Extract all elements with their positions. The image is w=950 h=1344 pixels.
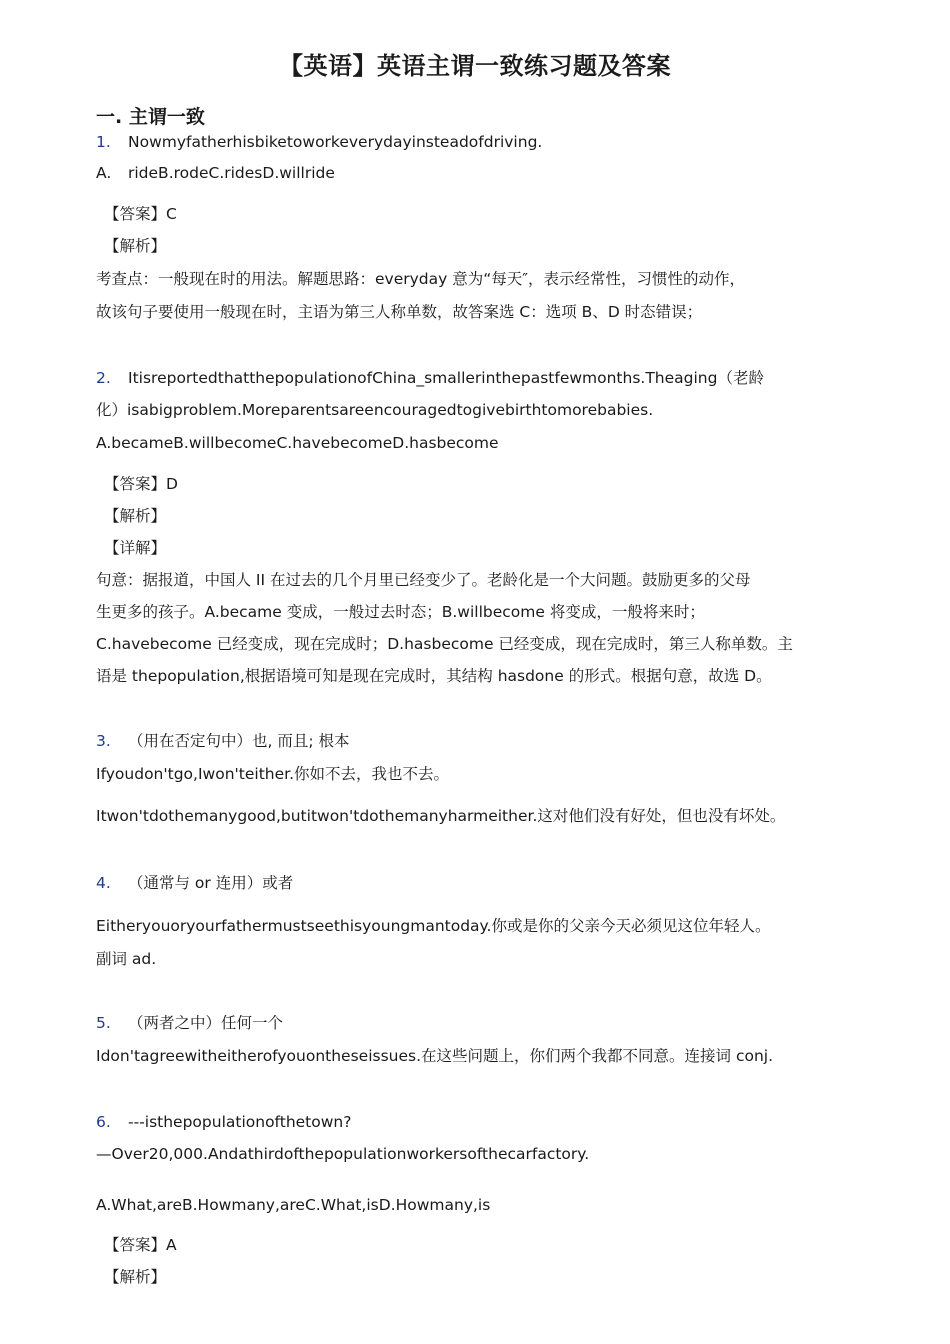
question-6-options: A.What,areB.Howmany,areC.What,isD.Howmany,is <box>96 1196 491 1214</box>
question-2-options: A.becameB.willbecomeC.havebecomeD.hasbecome <box>96 434 499 452</box>
detail-label: 【详解】 <box>104 539 167 557</box>
options-text: rideB.rodeC.ridesD.willride <box>128 164 335 182</box>
analysis-text: 考查点：一般现在时的用法。解题思路：everyday 意为“每天″，表示经常性，习惯性的动作， <box>96 270 746 288</box>
question-4 <box>96 873 293 893</box>
answer: 【答案】C <box>104 205 177 223</box>
analysis-label: 【解析】 <box>104 1268 167 1286</box>
question-number: 3. <box>96 732 111 750</box>
page-title: 【英语】英语主谓一致练习题及答案 <box>279 52 671 80</box>
analysis-label: 【解析】 <box>104 237 167 255</box>
example-sentence: Eitheryouoryourfathermustseethisyoungmantoday.你或是你的父亲今天必须见这位年轻人。 <box>96 917 771 935</box>
question-number: 1. <box>96 133 111 151</box>
detail-text: 生更多的孩子。A.became 变成，一般过去时态；B.willbecome 将变成，一般将来时； <box>96 603 705 621</box>
question-1 <box>96 132 542 152</box>
question-3 <box>96 731 350 751</box>
detail-text: 句意：据报道，中国人 II 在过去的几个月里已经变少了。老龄化是一个大问题。鼓励更多的父母 <box>96 571 751 589</box>
question-stem: Nowmyfatherhisbiketoworkeverydayinsteadofdriving. <box>128 133 543 151</box>
example-sentence: 副词 ad. <box>96 950 157 968</box>
question-number: 2. <box>96 369 111 387</box>
question-stem: ItisreportedthatthepopulationofChina_smallerinthepastfewmonths.Theaging（老龄 <box>128 369 764 387</box>
question-5 <box>96 1013 283 1033</box>
section-heading: 一. 主谓一致 <box>96 106 205 128</box>
question-number: 4. <box>96 874 111 892</box>
question-2 <box>96 368 764 388</box>
answer: 【答案】D <box>104 475 178 493</box>
detail-text: 语是 thepopulation,根据语境可知是现在完成时，其结构 hasdone 的形式。根据句意，故选 D。 <box>96 667 772 685</box>
question-1-options <box>96 163 335 183</box>
question-number: 5. <box>96 1014 111 1032</box>
question-6 <box>96 1112 351 1132</box>
analysis-text: 故该句子要使用一般现在时，主语为第三人称单数，故答案选 C：选项 B、D 时态错误； <box>96 303 703 321</box>
question-heading: （通常与 or 连用）或者 <box>128 874 294 892</box>
detail-text: C.havebecome 已经变成，现在完成时；D.hasbecome 已经变成，现在完成时，第三人称单数。主 <box>96 635 793 653</box>
example-sentence: Ifyoudon'tgo,Iwon'teither.你如不去，我也不去。 <box>96 765 450 783</box>
question-heading: （两者之中）任何一个 <box>128 1014 284 1032</box>
question-number: 6. <box>96 1113 111 1131</box>
example-sentence: Idon'tagreewitheitherofyouontheseissues.在这些问题上，你们两个我都不同意。连接词 conj. <box>96 1047 774 1065</box>
question-heading: （用在否定句中）也, 而且; 根本 <box>128 732 350 750</box>
question-stem: ---isthepopulationofthetown? <box>128 1113 352 1131</box>
question-stem-cont: —Over20,000.Andathirdofthepopulationworkersofthecarfactory. <box>96 1145 590 1163</box>
analysis-label: 【解析】 <box>104 507 167 525</box>
question-stem-cont: 化）isabigproblem.Moreparentsareencouragedtogivebirthtomorebabies. <box>96 401 654 419</box>
example-sentence: Itwon'tdothemanygood,butitwon'tdothemanyharmeither.这对他们没有好处，但也没有坏处。 <box>96 807 786 825</box>
options-label: A. <box>96 164 112 182</box>
answer: 【答案】A <box>104 1236 177 1254</box>
